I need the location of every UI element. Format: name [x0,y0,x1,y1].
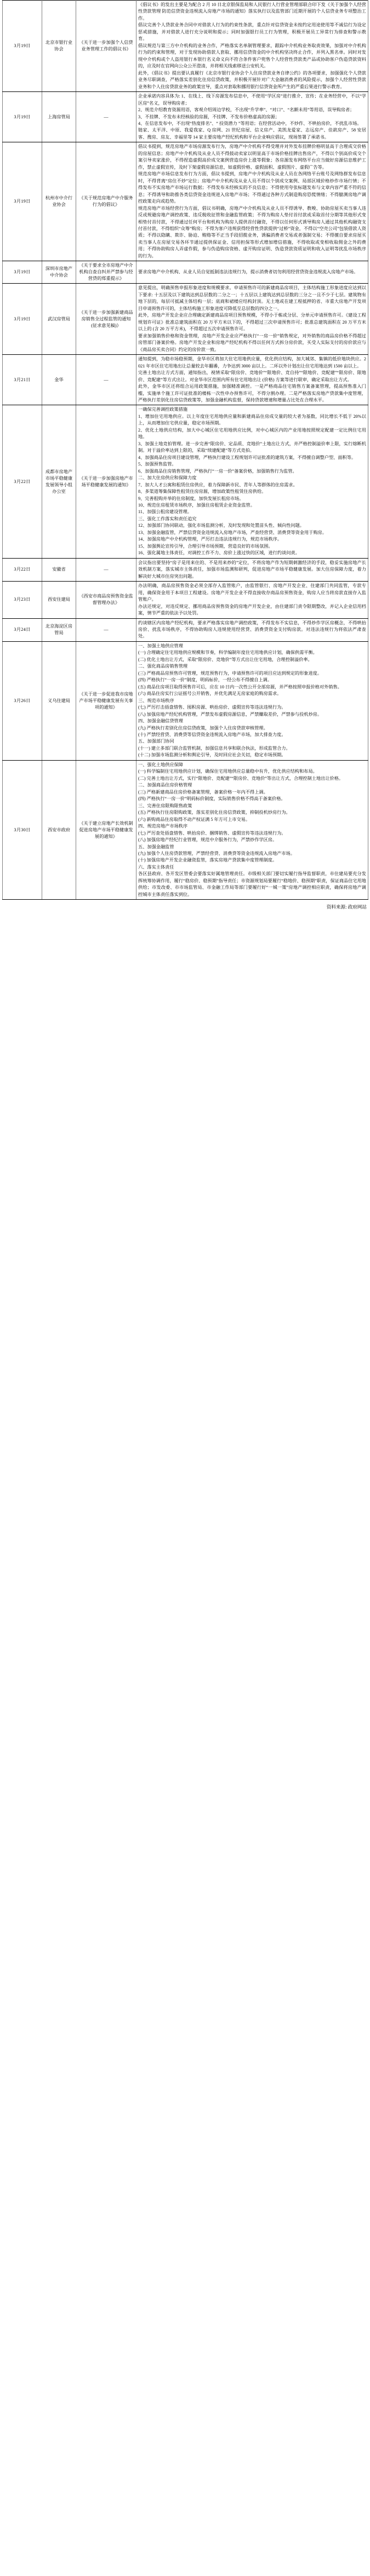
content-paragraph: 16、强化属地主体责任，对调控工作不力、房价上涨过快的区域，进行约谈问责。 [138,550,300,556]
cell-date: 3月19日 [3,92,42,142]
cell-content [136,92,368,142]
content-paragraph: 完善土地出让方式方面，通知指出，视情采取“限房价、竞地价”“限地价、竞自持”“限地价、竞配建”“限房价、限地价、竞配建”等方式出让。对金华市区范围内所有住宅用地出让 (价格) 方案等进行联审，确定采取出让方式。 [138,370,366,382]
content-paragraph: 二、加强商品住房价格管理 [138,783,192,788]
table-row [3,142,368,261]
cell-organization: 金华 [42,355,76,405]
content-paragraph: 要求房地产中介机构、从业人员自觉抵制违法违规行为，提示消费者切勿利用经营贷资金违规流入房地产市场。 [138,269,358,275]
content-paragraph: 3、加强土地竞拍管理。进一步完善“限房价、定品质、竞地价”土地出让方式，并严格控制溢价率上限，实行熔断机制。对于溢价率达到上限的，采取“续建配建”等方式竞拍。 [138,441,366,453]
content-paragraph: 倡议完善个人贷款业务合同中对借款人行为的约束性条款，重点针对信贷资金未按约定用途使用等不诚信行为设定惩戒措施，并对借款人进行充分说明和提示；同时加强银行员工行为管理，积极开展员工异常行为排查和警示教育。 [138,22,366,42]
content-paragraph: 一确保完善调控政策措施 [138,407,188,412]
table-row [3,284,368,355]
content-paragraph: 9、完善租购并举的住房制度，加快发展长租房市场。 [138,496,244,501]
content-paragraph: (二) 完善土地出让方式，实行“限地价、竞配建”“限房价、竞地价”等出让方式，合理控制土地出让价格。 [138,775,344,781]
content-paragraph: (六) 新购商品住房取得不动产权证满 5 年方可上市交易。 [138,817,251,822]
cell-document-name: — [76,618,136,641]
content-paragraph: 6、加强商品住房销售管理，严格执行“一房一价”备案价格，加强销售行为监管。 [138,468,297,474]
content-paragraph: (七) 严厉打击捂盘惜售、囤积房源、哄抬房价、虚假宣传等违法违规行为。 [138,705,286,710]
content-paragraph: 2、规范介绍教育资源用语，客观介绍周边学校，不出现“升学率”、“对口”、“名额未用”等用语，误导购房者； [138,107,355,113]
cell-document-name: 《关于进一步加强个人信贷业务管理工作的倡议书》 [76,1,136,92]
content-paragraph: 倡议规范与第三方中介机构的业务合作，严格落实名单制管理要求，跟踪中介机构业务取责效果，加强对中介机构行为的约束和管理，对于发现协助借款人套取、挪用信贷资金的中介机构坚决终止合作，并列入黑名单。同时对发现中介机构或个人盗用银行本银行名义命义向不符合条件客户兜售个人经营性贷款类产品或协助客户伪造贷款资料的，应及时在官网向公众公开澄清，并将相关线索移送公安机关。 [138,43,366,69]
cell-date: 3月19日 [3,1,42,92]
cell-organization: 成都市房地产市场平稳健康发展领导小组办公室 [42,405,76,558]
cell-content [136,142,368,261]
content-paragraph: 要求加强销售价格和资金管理，房地产开发企业应严格执行“一房一价”销售规定，对外销售的商品房价格不得超过房管部门备案价格。房地产开发企业和房地产经纪机构不得以任何方式拆分房价款，买受人实际支付的房价款应与《商品房买卖合同》约定的房价款一致。 [138,333,366,352]
cell-content [136,582,368,618]
cell-document-name: 《关于要求全市房地产中介机构自查自纠并严禁参与经营贷的郑重提示》 [76,261,136,284]
cell-date: 3月23日 [3,582,42,618]
table-row [3,355,368,405]
cell-organization: 北京海淀区房管局 [42,618,76,641]
content-paragraph: 会议指出要坚持“房子是用来住的、不是用来炒的”定位，不将房地产作为短期刺激经济的手段，稳妥实施房地产长效机制方案，落实城市主体责任，加强市场监测和研判，促进房地产市场平稳健康发展。加大住房保障力度，着力解决好大城市住房突出问题。 [138,560,366,579]
cell-organization: 深圳市房地产中介协会 [42,261,76,284]
policy-table-body [3,1,368,900]
content-paragraph: 办法还规定，对违反规定、挪用商品房预售资金的房地产开发企业，由住建部门责令限期整改，并记入企业信用档案，情节严重的依法予以处罚。 [138,603,366,616]
policy-table [2,0,368,900]
cell-document-name: 《西安市商品房预售资金监督管理办法》 [76,582,136,618]
content-paragraph: 办法明确，商品房预售资金必须全部存入监管账户，由监管银行、房地产开发企业、住建部门共同监管，专款专用，确保资金用于本项目工程建设。房地产开发企业不得直接收存商品房预售资金，购房人应当将房款直接存入监管账户。 [138,583,366,602]
cell-date: 3月19日 [3,284,42,355]
cell-content [136,641,368,760]
table-row [3,582,368,618]
content-paragraph: 三、规范市场秩序 [138,698,174,703]
content-paragraph: 二、加大住房供应和保障力度 [138,475,197,481]
content-paragraph: 3、不挂牌、不发布未经核验的房源，不挂牌、不发布价格虚高的房源； [138,114,280,119]
content-paragraph: 14、加强房地产中介机构管理，严厉打击违法违规行为，规范市场秩序。 [138,537,282,542]
content-paragraph: 通知提到，为稳市场稳预期，金华市区将加大住宅用地供应量，优化供应结构，加大城郊、集镇的低价地块供应。2021 年市区住宅用地出让总量较去年翻番，力争达到 3000 亩以上。二环以外计划出让住宅用地达到 1500 亩以上。 [138,357,366,369]
cell-date: 3月26日 [3,641,42,760]
content-paragraph: (三) 严格商品房预售许可管理，规范预售行为，申请预售许可的项目应达到规定的形象进度。 [138,670,322,676]
content-paragraph: (十二) 加强市场监测分析和舆论引导，及时回应社会关切，稳定市场预期。 [138,752,286,758]
content-paragraph: 11、加强公租房建设管理。 [138,509,192,515]
table-row [3,641,368,760]
content-paragraph: 4、加强商品住房项目建设管理，严格执行建设工程规划许可证批准的建筑方案，不得擅自调整户型、面积等。 [138,455,356,460]
content-paragraph: 12、加强部门协同联动，强化市场监测分析，及时发现和处置苗头性、倾向性问题。 [138,523,304,528]
cell-date: 3月21日 [3,355,42,405]
content-paragraph: (十) 严禁经营贷、消费贷等信贷资金违规流入房地产市场，加大排查力度。 [138,732,286,738]
content-paragraph: 15、加强舆论宣传引导，合理引导市场预期，营造良好的市场氛围。 [138,543,273,549]
cell-document-name: — [76,92,136,142]
cell-organization: 安徽省 [42,558,76,581]
content-paragraph: 此外，《倡议书》提出要认真履行《北京市银行业协会个人住房贷款业务自律公约》的各项要求，加强强化个人贷款业务尽职调查，严格落实差别化住房信贷政策，并积极开展针对广大金融消费者的风险提示，加强个人经营性贷款业务和个人住房贷款业务的政策宣导，重点对套取和挪用银行信贷资金所产生的严重后果进行警示教育。 [138,70,366,89]
cell-content [136,558,368,581]
cell-date: 3月19日 [3,142,42,261]
cell-date: 3月19日 [3,261,42,284]
cell-content [136,284,368,355]
content-paragraph: (四) 严格执行“一房一价”制度，明码标价，一经公布不得擅自上调。 [138,677,272,683]
content-paragraph: 规范房地产市场经营行为方面，倡议书明确，房地产中介机构及从业人员不得诱导、教唆、协助房屋买卖当事人违反或规避房地产调控政策、违反税收征管和金融监管政策；不得为购房人垫付首付款或采取首付分期等其他形式变相垫付首付款，不得通过任何平台和机构为购房人提供首付融资，不得以任何形式诱导购房人通过其他机构融资支付首付款，不得组织“众筹”购房；不得为客户违规获得经营性贷款提供“过桥”资金，不得以“空壳公司”包装借款人资质；不得以隐瞒、欺诈、胁迫、贿赂等不正当手段招揽业务，诱骗消费者交易或者强制交易；不得擅自要求房屋买卖当事人在房屋交易各环节通过提供保证金、信用担保等形式增加增信措施，不得收取或变相收取佣金之外的费用；不得协助购房人弄虚作假，参与伪造购房资格、虚开购房证明、伪造贷款资质证明和收入证明等扰乱市场秩序的行为。 [138,205,366,258]
content-paragraph: (一) 科学编制住宅用地供应计划，确保住宅用地供应总量稳中有升，优化供应结构和布局。 [138,769,317,774]
cell-document-name: — [76,558,136,581]
content-paragraph: 13、加强金融监管，严禁信贷资金违规流入房地产市场，严查经营贷、消费贷等资金用于购房。 [138,530,327,535]
cell-organization: 杭州市中介行业协会 [42,142,76,261]
content-paragraph: 一、强化土地供应保障 [138,762,183,767]
content-paragraph: (二) 优化土地出让方式，采取“限房价、竞地价”等方式出让住宅用地，合理控制溢价率。 [138,657,312,662]
cell-organization: 西安住建局 [42,582,76,618]
table-row [3,558,368,581]
content-paragraph: (一) 合理确定住宅用地供应规模和节奏，科学编制年度住宅用地供应计划，确保供需平衡。 [138,650,317,656]
content-paragraph: (九) 严格执行差别化住房信贷政策，加强个人住房贷款审核管理。 [138,725,268,731]
cell-document-name: — [76,355,136,405]
content-paragraph: 5、加强预售监管。 [138,462,177,467]
content-paragraph: 五、加强部门协同 [138,739,174,744]
cell-content [136,618,368,641]
content-paragraph: (七) 严厉查处捂盘惜售、哄抬房价、捆绑销售、虚假宣传等违法违规行为。 [138,830,286,836]
content-paragraph: 8、多渠道筹集保障性租赁住房房源，增加政策性租赁住房供给。 [138,489,266,495]
cell-content [136,261,368,284]
cell-date: 3月24日 [3,618,42,641]
content-paragraph: (十) 加强房地产开发企业融资监管，落实房地产贷款集中度管理制度。 [138,858,277,863]
cell-content [136,405,368,558]
content-paragraph: 规范房地产市场信息发布行为方面，倡议书提到，房地产中介机构及从业人员在各网络平台账号及网络群发布信息时，不得背离“房住不炒”定位；房地产中介机构及从业人员不得以个别成交案例、局部区域价格炒作市场行情；不得发布不实房地产市场运行数据；不得发布未经核实的不良信息；不得使用夸张标题发布与文章内容严重不符的信息；不得诱导和助推各类信贷资金违规进入房地产市场；不得通过各种方式制造购房恐慌情绪；不得臆测房地产调控政策走向或趋势。 [138,171,366,204]
content-paragraph: 企业承诺内容具体为: 1、在线上、线下房源发布信息中，不使用“学区房”进行推介、宣传；在业务经营中，不以“学区房”名义，误导购房者； [138,94,366,106]
content-paragraph: 10、规范住房租赁市场秩序，加强住房租赁企业资金监管。 [138,503,255,508]
source-note: 资料来源: 政府网站 [326,904,367,910]
content-paragraph: (八) 加强房地产经纪机构管理，严禁发布虚假房源信息，严禁赚取差价，严禁参与投机炒房。 [138,711,322,717]
content-paragraph: 《倡议书》的发出主要是为配合 2 月 10 日北京银保监局和人民银行人行营业管理部联合印下发《关于加强个人经营性贷款管理 防范信贷资金违规流入房地产市场的通知》落实执行以及监管部门近期开展的个人信贷业务专项整治工作。 [138,2,366,21]
content-paragraph: 四、加强金融信贷管理 [138,718,183,724]
content-paragraph: (五) 商品住房项目取得预售许可后，应在 10 日内一次性公开全部房源，并严格按照申报价格对外销售。 [138,684,342,689]
content-paragraph: 一、加强土地供应管理 [138,643,183,648]
content-paragraph: 1、增加住宅用地供应。以上年度住宅用地供应量和新建商品住房成交量的较大者为基数，同比增长不低于 20%以上，从而增加住宅供应量，稳定市场预期。 [138,413,366,426]
content-paragraph: 7、加大人才公寓和租赁住房供应，着力保障新市民、青年人等群体的住房需求。 [138,482,298,487]
cell-document-name: 《关于建立房地产长效机制促进房地产市场平稳健康发展的通知》 [76,760,136,899]
content-paragraph: 此外，金华市区还将组合运用政策措施，加强精准调控。一是严格商品住宅销售方案备案管理，提高预售准入门槛，实施单个施工许可证批准的楼栋一次性申办预售许可，不得分割办理。二是严格落实房地产贷款集中度管理，严格执行差别化住房信贷政策等，加强金融机构监督，保持贷款增速和增量占比处在合理水平。 [138,384,366,403]
cell-content [136,355,368,405]
cell-content [136,1,368,92]
content-paragraph: (四) 严格执行“一房一价”明码标价制度，实际销售价格不得高于备案价格。 [138,796,286,802]
cell-organization: 西安市政府 [42,760,76,899]
content-paragraph: 链家、太平洋、中原、我爱我家、Q 房网、21 世纪房屋、信义房产、美凯龙爱家、志远房产、佳歆房产、58 安居客、搜房、房友、幸福里等 14 家主要房地产经纪机构和平台企业响应倡议，现场签署了承诺书。 [138,128,366,140]
content-paragraph: (八) 加强房地产经纪行业管理，规范中介服务行为，严禁炒作学区房。 [138,837,277,843]
cell-organization: 上海房管局 [42,92,76,142]
table-row [3,261,368,284]
content-paragraph: 约谈辖区内房地产经纪机构，要求严格落实房地产调控政策，不得发布不实信息，不得炒作学区房概念，不得哄抬房价、扰乱市场秩序，不得协助购房人违规使用经营贷、消费贷资金支付购房款。对违法违规行为将依法严肃查处。 [138,620,366,639]
content-paragraph: (九) 加强个人住房贷款管理，严禁经营贷、消费贷等资金违规流入房地产市场。 [138,850,295,856]
cell-document-name: 《关于进一步促进我市房地产市场平稳健康发展有关事项的通知》 [76,641,136,760]
content-paragraph: (六) 商品住房实行公证摇号公开销售，并优先满足无房家庭的购房需求。 [138,691,282,697]
table-row [3,760,368,899]
cell-content [136,760,368,899]
content-paragraph: 意见提出，明确预售申报形象进度和规模要求。申请预售许可的新建商品房项目，主体结构施工形象进度应达到以下要求: 十五层及以下建筑达到总层数的二分之一；十五层以上建筑达到总层数的三分之一且不少于七层。建筑物有地下层的，每层可抵减主体结构一层；底商和裙楼应结构封顶。无土地或在建工程抵押的省、市重大房地产开发项目申请预售许可的，主体结构施工形象进度可降低至总层数的四分之一。 [138,285,366,311]
content-paragraph: (五) 严格执行住房限购政策，落实差别化住房信贷政策，抑制投机炒房行为。 [138,810,291,815]
content-paragraph: (三) 严格新建商品住房价格备案管理，备案价格一年内不得上调。 [138,789,268,795]
content-paragraph: 六、落实主体责任 [138,864,174,870]
table-row [3,618,368,641]
content-paragraph: (十一) 建立多部门联合监管机制，加强信息共享和联合执法，形成监管合力。 [138,745,291,751]
table-row [3,1,368,92]
cell-organization: 武汉房管局 [42,284,76,355]
cell-date: 3月22日 [3,558,42,581]
table-row [3,92,368,142]
content-paragraph: 此外，房地产开发企业应合理确定新建商品房项目预售规模，不得小于栋或分层、分单元申请预售许可。《建设工程规划许可证》批准总建筑面积在 20 万平方米以下的，不得超过三次申请预售许可；批准总建筑面积在 20 万平方米以上的 (含 20 万平方米)，不得超过五次申请预售许可。 [138,313,366,332]
content-paragraph: 4、在信息发布中，不出现“热度排名”、“ 投资潜力 ”等用语；在经营活动中，不炒作、不哄抬房价，不扰乱市场。 [138,120,362,126]
content-paragraph: 二、强化商品房销售管理 [138,664,188,669]
cell-document-name: 《关于进一步加强新建商品房销售全过程监管的通知 (征求意见稿)》 [76,284,136,355]
content-paragraph: 三、完善住房限购限售政策 [138,803,192,808]
cell-date: 3月30日 [3,760,42,899]
cell-document-name: 《关于进一步加强房地产市场平稳健康发展的通知》 [76,405,136,558]
content-paragraph: 五、加强金融监管 [138,844,174,849]
table-row [3,405,368,558]
content-paragraph: 倡议书提到，规范房地产市场房源发布行为，房地产中介机构不得受理并对外发布挂牌价格明显高于合理成交价格的房屋信息；房地产中介机构及从业人员不得鼓动卖家以明显高于市场价格挂牌出售房产，不得以个别高价成交个案引导卖家涨价，不得捏造虚假高价成交案例营造房价上涨等假象；各房源发布网络平台应当做好房源信息维护工作，禁止虚假宣传，及时下架虚假房源信息，如虚假价格、虚假面积、虚假图片、虚假广告等。 [138,144,366,170]
content-paragraph: 各区县政府、各开发区管委会要落实好属地管理责任。市级相关部门要切实履行指导监督职责，市住建局要充分发挥统筹协调作用，履行“稳房价、稳预期”指导责任；市资源规划局要履行“稳地价、稳预期”职责，保证商品住宅用地供给；市发改委、市市场监管局、市金融工作局等部门要履行好“一城一策”房地产调控相应职责，确保将房地产调控城市主体责任落实到位。 [138,871,366,897]
content-paragraph: 2、优化土地供应结构，加大中心城区住宅用地供应比例，对中心城区内的产业用地按照规定配建一定比例住宅用地。 [138,427,366,440]
cell-date: 3月22日 [3,405,42,558]
content-paragraph: 四、规范房地产市场秩序 [138,824,188,829]
cell-organization: 义乌住建局 [42,641,76,760]
content-paragraph: 三、强化工作落实和责任追究 [138,516,197,521]
cell-document-name: 《关于规范房地产中介服务行为的倡议》 [76,142,136,261]
cell-organization: 北京市银行业协会 [42,1,76,92]
